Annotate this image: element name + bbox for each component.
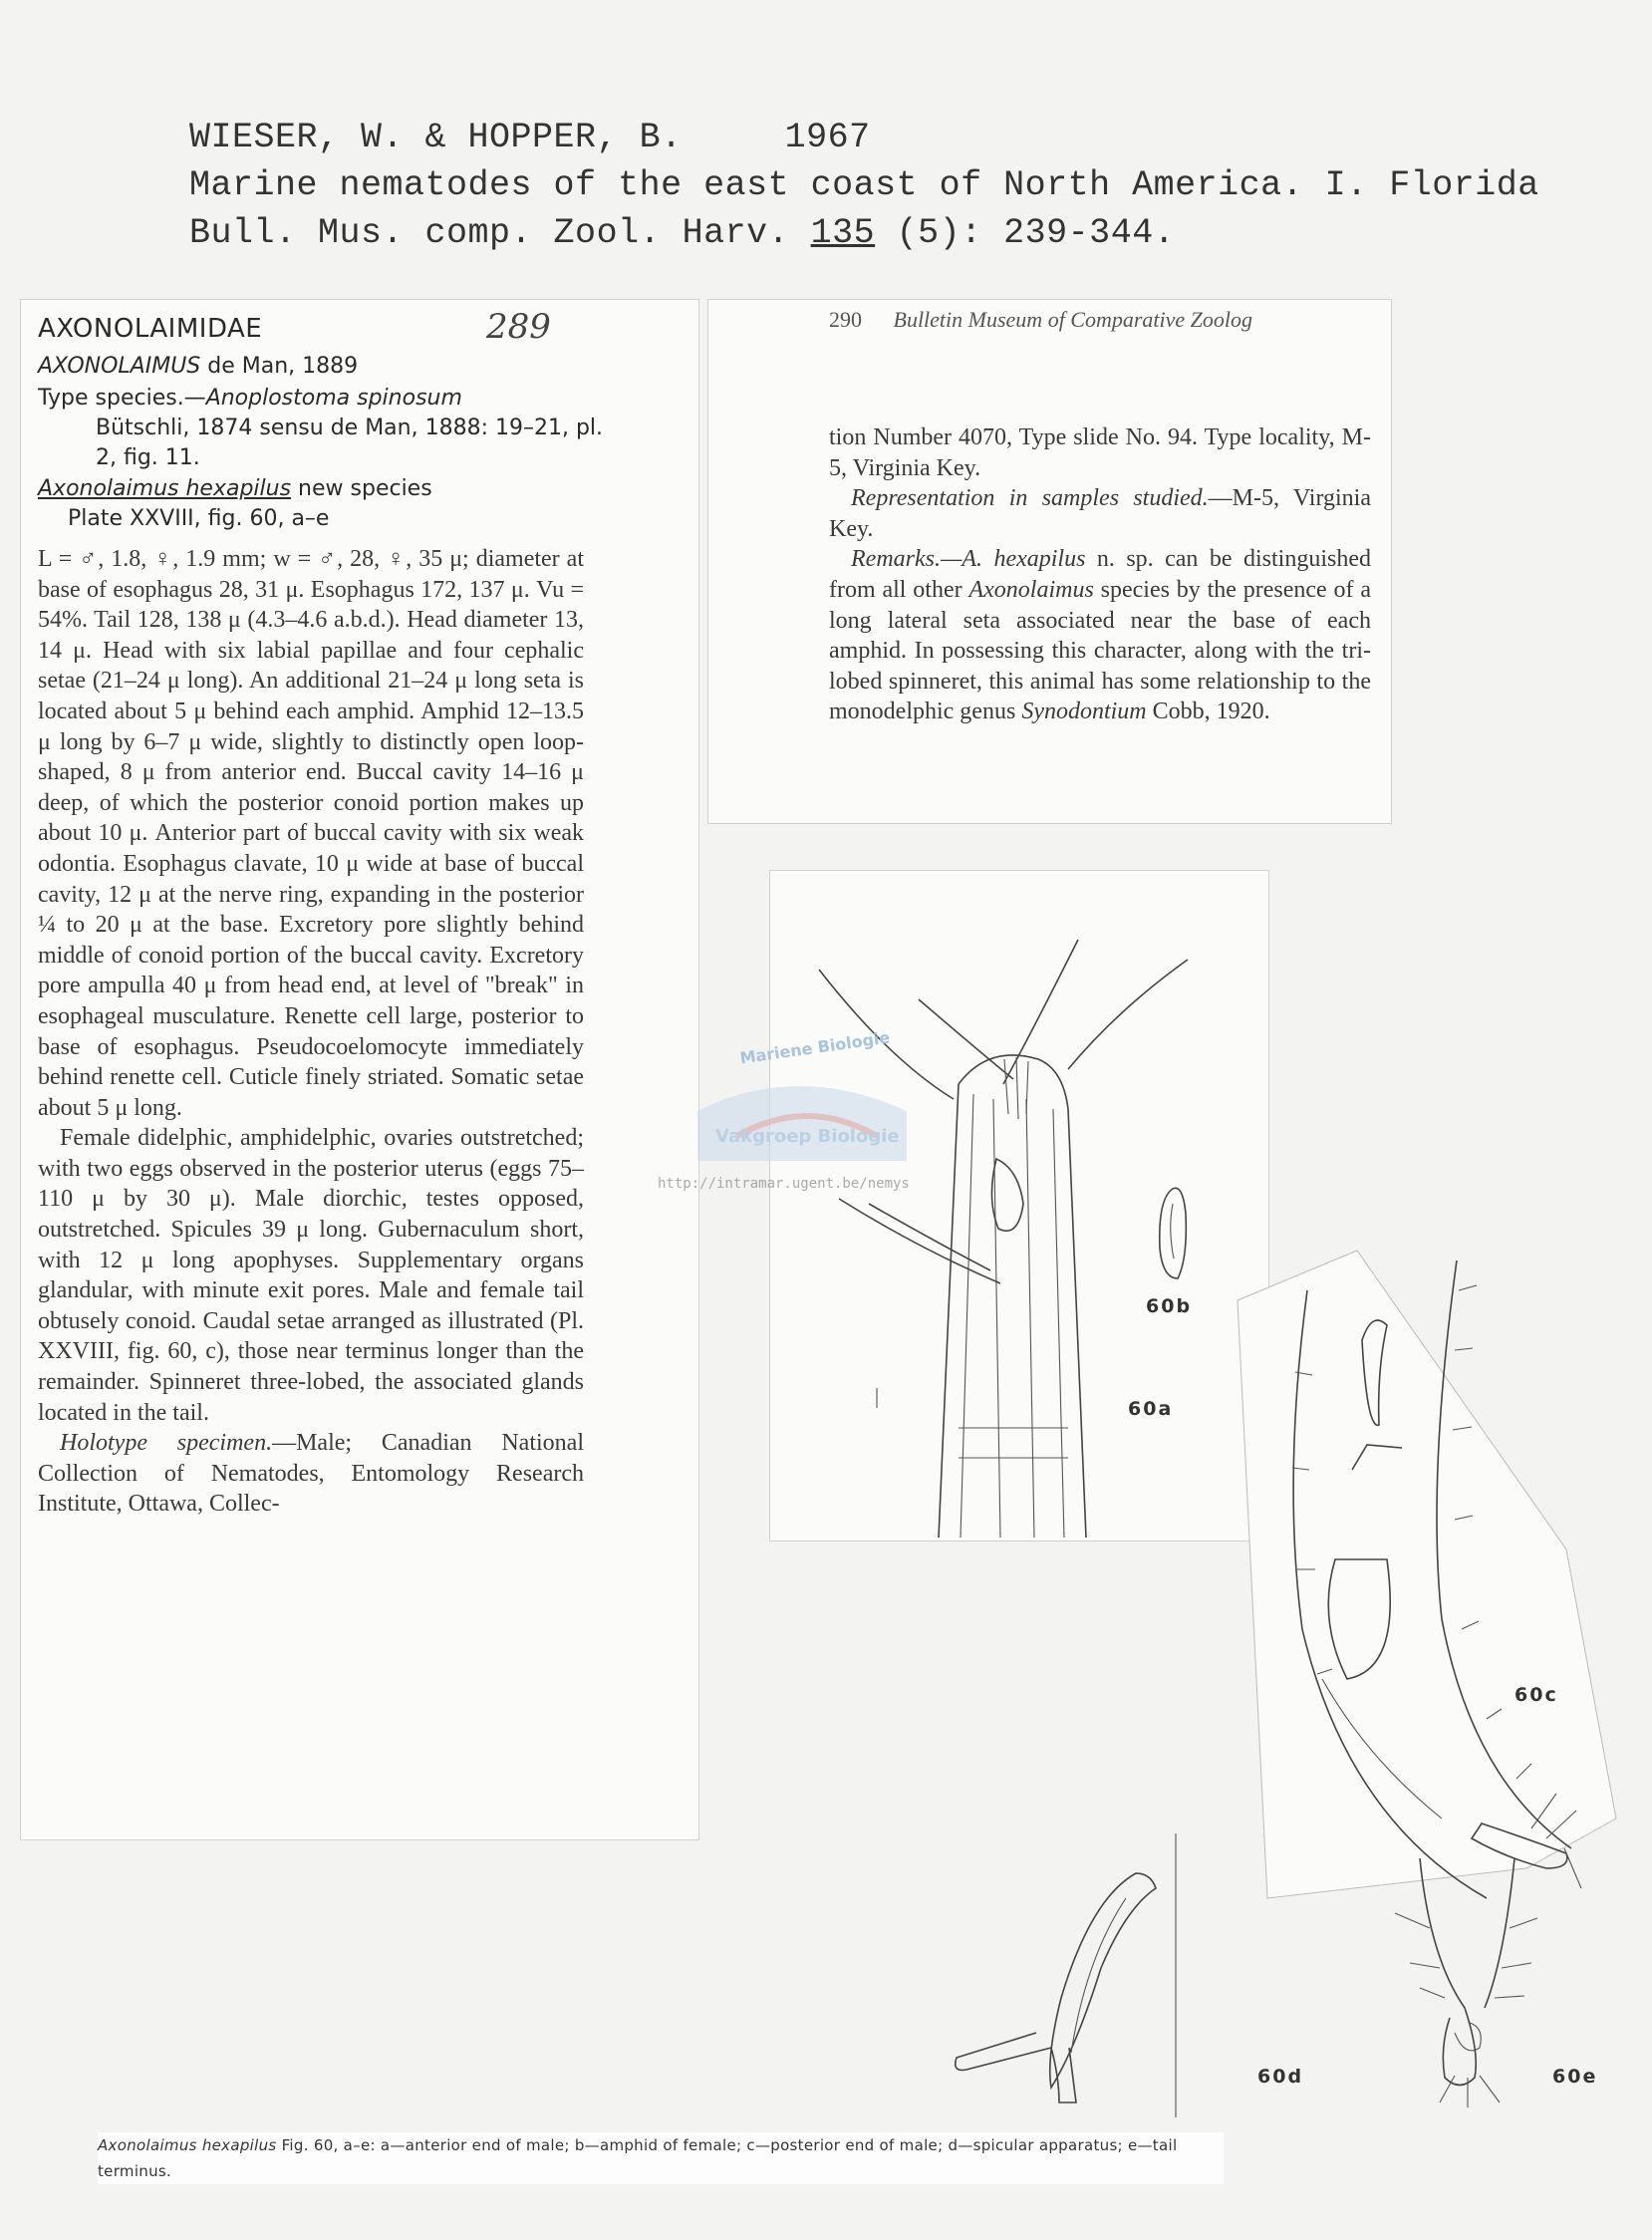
caption-text: Fig. 60, a–e: a—anterior end of male; b—amphid of female; c—posterior end of male; d—spicular apparatus; e—tail terminus. <box>98 2136 1178 2180</box>
representation-label: Representation in samples studied. <box>851 485 1209 512</box>
remarks-genus-2: Synodontium <box>1021 699 1147 725</box>
species-heading <box>38 476 432 501</box>
citation-title: Marine nematodes of the east coast of North America. I. Florida <box>189 165 1539 205</box>
type-species <box>38 384 614 473</box>
type-species-label: Type species.— <box>38 386 206 411</box>
representation-paragraph <box>829 483 1371 544</box>
remarks-text-1: n. sp. can be distinguished from all other <box>829 546 1371 603</box>
right-journal-name: Bulletin Museum of Comparative Zoolog <box>893 307 1253 332</box>
figure-label-60a: 60a <box>1128 1398 1174 1420</box>
remarks-text-2: species by the presence of a long lateral seta associated near the base of each amphid. In possessing this character, along with the tri-lobed spinneret, this animal has some relationship to the monodelphic genus <box>829 576 1372 725</box>
watermark-logo <box>678 1041 937 1171</box>
figure-label-60e: 60e <box>1552 2066 1598 2088</box>
remarks-species: —A. hexapilus <box>940 546 1086 573</box>
figure-60a-drawing <box>769 870 1267 1540</box>
figure-60c-drawing <box>1228 1201 1646 1918</box>
citation-line-3 <box>189 213 1175 253</box>
right-text <box>829 422 1371 727</box>
citation-authors: WIESER, W. & HOPPER, B. <box>189 118 683 157</box>
handwritten-page-number: 289 <box>486 307 551 347</box>
citation-line-1 <box>189 118 871 157</box>
watermark-bottom-text: Vakgroep Biologie <box>715 1126 900 1147</box>
remarks-genus: Axonolaimus <box>968 576 1094 603</box>
family-heading: AXONOLAIMIDAE <box>38 314 263 344</box>
holotype-label: Holotype specimen. <box>60 1430 273 1457</box>
genus-name: AXONOLAIMUS <box>38 354 201 379</box>
remarks-paragraph <box>829 544 1371 727</box>
caption-species: Axonolaimus hexapilus <box>98 2136 277 2154</box>
description-paragraph-1: L = ♂, 1.8, ♀, 1.9 mm; w = ♂, 28, ♀, 35 μ; diameter at base of esophagus 28, 31 μ. Esophagus 172, 137 μ. Vu = 54%. Tail 128, 138 μ (4.3–4.6 a.b.d.). Head diameter 13, 14 μ. Head with six labial papillae and four cephalic setae (21–24 μ long). An additional 21–24 μ long seta is located about 5 μ behind each amphid. Amphid 12–13.5 μ long by 6–7 μ wide, slightly to distinctly open loop-shaped, 8 μ from anterior end. Buccal cavity 14–16 μ deep, of which the posterior conoid portion makes up about 10 μ. Anterior part of buccal cavity with six weak odontia. Esophagus clavate, 10 μ wide at base of buccal cavity, 12 μ at the nerve ring, expanding in the posterior ¼ to 20 μ at the base. Excretory pore slightly behind middle of conoid portion of the buccal cavity. Excretory pore ampulla 40 μ from head end, at level of "break" in esophageal musculature. Renette cell large, posterior to base of esophagus. Pseudocoelomocyte immediately behind renette cell. Cuticle finely striated. Somatic setae about 5 μ long. <box>38 546 584 1121</box>
species-status: new species <box>298 476 432 501</box>
type-species-name: Anoplostoma spinosum <box>205 386 462 411</box>
holotype-text: —Male; Canadian National Collection of Nematodes, Entomology Research Institute, Ottawa, Collec- <box>38 1430 584 1518</box>
description-paragraph-2: Female didelphic, amphidelphic, ovaries outstretched; with two eggs observed in the posterior uterus (eggs 75–110 μ by 30 μ). Male diorchic, testes opposed, outstretched. Spicules 39 μ long. Gubernaculum short, with 12 μ long apophyses. Supplementary organs glandular, with minute exit pores. Male and female tail obtusely conoid. Caudal setae arranged as illustrated (Pl. XXVIII, fig. 60, c), those near terminus longer than the remainder. Spinneret three-lobed, the associated glands located in the tail. <box>38 1125 584 1426</box>
watermark-url: http://intramar.ugent.be/nemys <box>658 1176 910 1192</box>
figure-label-60b: 60b <box>1146 1295 1193 1317</box>
plate-reference: Plate XXVIII, fig. 60, a–e <box>68 506 330 531</box>
right-page-header <box>829 307 1252 333</box>
watermark-top-text: Mariene Biologie <box>738 1027 892 1068</box>
remarks-label: Remarks. <box>851 546 941 573</box>
species-name: Axonolaimus hexapilus <box>38 476 292 501</box>
figure-label-60c: 60c <box>1514 1684 1558 1706</box>
citation-year: 1967 <box>784 118 871 157</box>
citation-journal: Bull. Mus. comp. Zool. Harv. <box>189 213 790 253</box>
representation-text: —M-5, Virginia Key. <box>829 485 1371 542</box>
remarks-text-3: Cobb, 1920. <box>1152 699 1270 725</box>
citation-pages: (5): 239-344. <box>896 213 1176 253</box>
holotype-paragraph <box>38 1428 584 1520</box>
right-page-number: 290 <box>829 307 862 332</box>
genus-heading <box>38 354 358 379</box>
species-description <box>38 544 584 1520</box>
figure-caption <box>98 2132 1224 2184</box>
continuation-text: tion Number 4070, Type slide No. 94. Type locality, M-5, Virginia Key. <box>829 424 1371 481</box>
figure-label-60d: 60d <box>1257 2066 1304 2088</box>
type-species-authority: Bütschli, 1874 sensu de Man, 1888: 19–21, pl. 2, fig. 11. <box>96 416 604 470</box>
genus-author: de Man, 1889 <box>207 354 359 379</box>
citation-volume: 135 <box>810 213 876 253</box>
